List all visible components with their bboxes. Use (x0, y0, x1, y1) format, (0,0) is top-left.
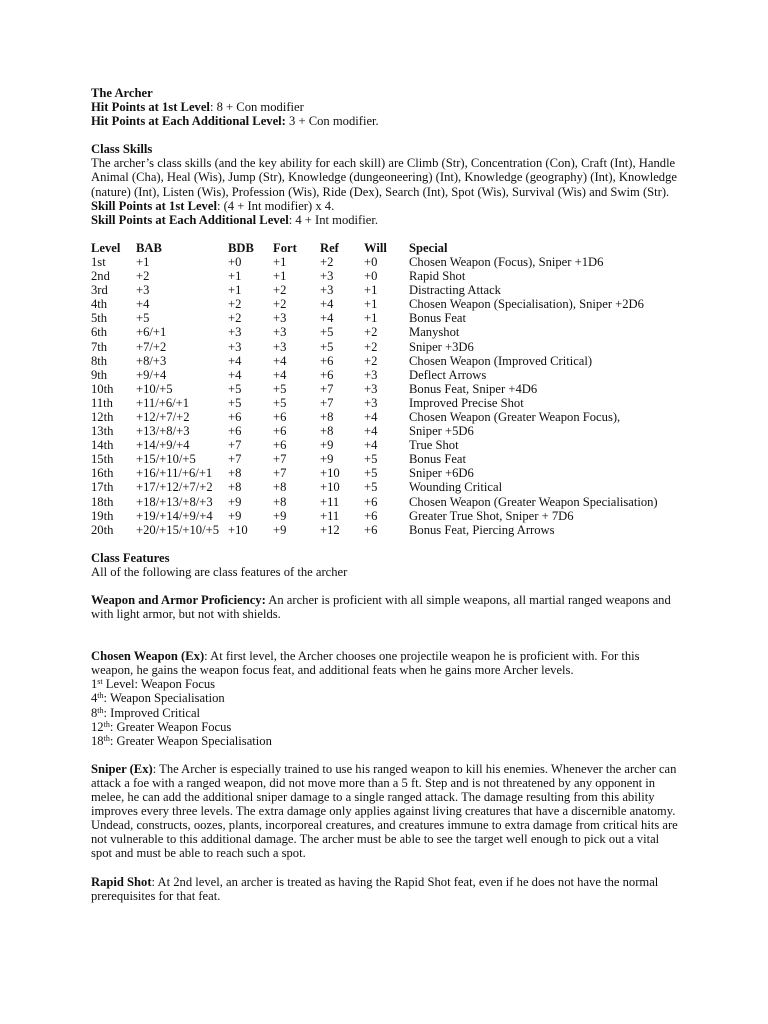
table-row (91, 438, 658, 452)
class-skills-text: The archer’s class skills (and the key ability for each skill) are Climb (Str), Concentration (Con), Craft (Int), Handle Animal (Cha), Heal (Wis), Jump (Str), Knowledge (dungeoneering) (Int), Knowledge (geography) (Int), Knowledge (nature) (Int), Listen (Wis), Profession (Wis), Ride (Dex), Search (Int), Spot (Wis), Survival (Wis) and Swim (Str). (91, 156, 677, 199)
cell-ref: +10 (320, 480, 340, 495)
cell-level: 12th (91, 409, 114, 424)
cell-ref: +11 (320, 494, 340, 509)
level-table (91, 241, 658, 537)
cell-bab: +4 (136, 297, 150, 312)
cell-ref: +11 (320, 508, 340, 523)
cell-special: Sniper +3D6 (409, 339, 474, 354)
cell-bab: +19/+14/+9/+4 (136, 508, 213, 523)
cell-special: True Shot (409, 438, 459, 453)
cell-fort: +8 (273, 494, 287, 509)
cell-level: 3rd (91, 283, 108, 298)
skill-points-each-value: : 4 + Int modifier. (288, 212, 378, 227)
cell-bdb: +2 (228, 311, 242, 326)
list-item-text: : Weapon Specialisation (103, 691, 225, 706)
cell-will: +2 (364, 339, 378, 354)
cell-will: +0 (364, 269, 378, 284)
cell-fort: +8 (273, 480, 287, 495)
chosen-weapon-list-item (91, 677, 681, 691)
class-skills-heading: Class Skills (91, 142, 153, 157)
cell-bab: +10/+5 (136, 381, 173, 396)
list-item-level: 4 (91, 691, 98, 706)
rapid-shot-text: : At 2nd level, an archer is treated as having the Rapid Shot feat, even if he does not have the normal prerequisites for that feat. (91, 874, 659, 903)
table-row (91, 452, 658, 466)
cell-special: Sniper +5D6 (409, 424, 474, 439)
cell-bdb: +5 (228, 381, 242, 396)
cell-will: +4 (364, 409, 378, 424)
chosen-weapon-list-item (91, 720, 681, 734)
cell-will: +4 (364, 424, 378, 439)
hp-first-line (91, 100, 681, 114)
cell-fort: +1 (273, 254, 287, 269)
cell-ref: +12 (320, 522, 340, 537)
table-row (91, 480, 658, 494)
list-item-level: 8 (91, 705, 98, 720)
cell-ref: +6 (320, 353, 334, 368)
cell-bdb: +5 (228, 395, 242, 410)
list-item-text: : Greater Weapon Specialisation (109, 733, 272, 748)
cell-level: 20th (91, 522, 114, 537)
cell-fort: +7 (273, 452, 287, 467)
chosen-weapon-list-item (91, 691, 681, 705)
cell-bab: +12/+7/+2 (136, 409, 190, 424)
cell-level: 1st (91, 254, 106, 269)
hp-each-value: 3 + Con modifier. (285, 114, 379, 129)
cell-bab: +3 (136, 283, 150, 298)
list-item-level: 1 (91, 677, 98, 692)
cell-level: 16th (91, 466, 114, 481)
cell-bdb: +9 (228, 494, 242, 509)
cell-special: Chosen Weapon (Greater Weapon Specialisation) (409, 494, 658, 509)
cell-level: 13th (91, 424, 114, 439)
cell-level: 2nd (91, 269, 110, 284)
cell-will: +1 (364, 311, 378, 326)
cell-fort: +3 (273, 339, 287, 354)
cell-ref: +8 (320, 409, 334, 424)
cell-special: Chosen Weapon (Greater Weapon Focus), (409, 409, 621, 424)
cell-ref: +6 (320, 367, 334, 382)
cell-bab: +5 (136, 311, 150, 326)
cell-bdb: +6 (228, 409, 242, 424)
class-features-text: All of the following are class features of the archer (91, 564, 348, 579)
hp-each-label: Hit Points at Each Additional Level: (91, 114, 286, 129)
cell-bab: +8/+3 (136, 353, 167, 368)
chosen-weapon-list-item (91, 706, 681, 720)
cell-level: 15th (91, 452, 114, 467)
cell-bdb: +7 (228, 452, 242, 467)
cell-will: +3 (364, 395, 378, 410)
cell-ref: +8 (320, 424, 334, 439)
doc-title: The Archer (91, 86, 153, 100)
skill-points-first-label: Skill Points at 1st Level (91, 198, 217, 213)
cell-bab: +17/+12/+7/+2 (136, 480, 213, 495)
cell-will: +3 (364, 381, 378, 396)
rapid-shot-paragraph (91, 875, 681, 903)
hp-each-line (91, 114, 681, 128)
cell-fort: +7 (273, 466, 287, 481)
cell-ref: +7 (320, 395, 334, 410)
cell-will: +1 (364, 283, 378, 298)
list-item-level: 12 (91, 719, 104, 734)
cell-bab: +2 (136, 269, 150, 284)
chosen-weapon-list-item (91, 734, 681, 748)
cell-ref: +3 (320, 283, 334, 298)
cell-special: Bonus Feat (409, 311, 467, 326)
cell-special: Bonus Feat, Sniper +4D6 (409, 381, 538, 396)
cell-will: +2 (364, 325, 378, 340)
table-row (91, 255, 658, 269)
table-row (91, 368, 658, 382)
cell-level: 10th (91, 381, 114, 396)
table-row (91, 311, 658, 325)
table-row (91, 466, 658, 480)
cell-bab: +6/+1 (136, 325, 167, 340)
cell-level: 6th (91, 325, 108, 340)
cell-fort: +6 (273, 424, 287, 439)
list-item-ordinal: st (97, 677, 103, 687)
cell-bab: +13/+8/+3 (136, 424, 190, 439)
cell-bdb: +2 (228, 297, 242, 312)
cell-ref: +5 (320, 339, 334, 354)
cell-special: Chosen Weapon (Improved Critical) (409, 353, 593, 368)
header-fort: Fort (273, 240, 297, 255)
table-row (91, 396, 658, 410)
table-row (91, 509, 658, 523)
cell-bab: +18/+13/+8/+3 (136, 494, 213, 509)
cell-special: Chosen Weapon (Specialisation), Sniper +2D6 (409, 297, 644, 312)
weapon-armor-paragraph (91, 593, 681, 621)
cell-bab: +1 (136, 254, 150, 269)
cell-will: +6 (364, 508, 378, 523)
cell-level: 4th (91, 297, 108, 312)
cell-will: +5 (364, 452, 378, 467)
list-item-ordinal: th (97, 705, 104, 715)
cell-will: +1 (364, 297, 378, 312)
cell-special: Chosen Weapon (Focus), Sniper +1D6 (409, 254, 604, 269)
cell-fort: +2 (273, 297, 287, 312)
header-ref: Ref (320, 240, 339, 255)
cell-fort: +4 (273, 353, 287, 368)
list-item-ordinal: th (103, 733, 110, 743)
cell-bdb: +9 (228, 508, 242, 523)
cell-fort: +1 (273, 269, 287, 284)
header-will: Will (364, 240, 387, 255)
cell-level: 5th (91, 311, 108, 326)
cell-special: Greater True Shot, Sniper + 7D6 (409, 508, 574, 523)
table-row (91, 354, 658, 368)
cell-bab: +14/+9/+4 (136, 438, 190, 453)
cell-will: +4 (364, 438, 378, 453)
cell-will: +2 (364, 353, 378, 368)
header-special: Special (409, 240, 448, 255)
cell-special: Improved Precise Shot (409, 395, 524, 410)
cell-will: +5 (364, 480, 378, 495)
cell-special: Rapid Shot (409, 269, 466, 284)
cell-level: 8th (91, 353, 108, 368)
cell-fort: +3 (273, 325, 287, 340)
table-row (91, 424, 658, 438)
table-row (91, 283, 658, 297)
cell-ref: +4 (320, 297, 334, 312)
cell-will: +6 (364, 494, 378, 509)
chosen-weapon-list (91, 677, 681, 747)
cell-will: +3 (364, 367, 378, 382)
cell-level: 17th (91, 480, 114, 495)
cell-level: 11th (91, 395, 113, 410)
cell-special: Bonus Feat (409, 452, 467, 467)
cell-bab: +11/+6/+1 (136, 395, 190, 410)
list-item-level: 18 (91, 733, 104, 748)
cell-ref: +7 (320, 381, 334, 396)
cell-fort: +2 (273, 283, 287, 298)
table-header-row (91, 241, 658, 255)
cell-will: +6 (364, 522, 378, 537)
cell-bdb: +6 (228, 424, 242, 439)
cell-fort: +3 (273, 311, 287, 326)
hp-first-label: Hit Points at 1st Level (91, 100, 210, 115)
skill-points-each (91, 213, 681, 227)
cell-fort: +9 (273, 522, 287, 537)
hp-first-sep: : (209, 100, 217, 115)
list-item-ordinal: th (103, 719, 110, 729)
cell-special: Sniper +6D6 (409, 466, 474, 481)
cell-bab: +16/+11/+6/+1 (136, 466, 213, 481)
cell-special: Distracting Attack (409, 283, 501, 298)
cell-fort: +5 (273, 395, 287, 410)
table-row (91, 269, 658, 283)
cell-bdb: +3 (228, 339, 242, 354)
cell-bdb: +1 (228, 283, 242, 298)
table-row (91, 297, 658, 311)
cell-level: 9th (91, 367, 108, 382)
cell-bab: +15/+10/+5 (136, 452, 196, 467)
cell-bdb: +4 (228, 367, 242, 382)
cell-will: +5 (364, 466, 378, 481)
table-row (91, 410, 658, 424)
hp-first-value: 8 + Con modifier (216, 100, 304, 115)
cell-special: Wounding Critical (409, 480, 503, 495)
weapon-armor-label: Weapon and Armor Proficiency: (91, 593, 266, 607)
cell-bdb: +1 (228, 269, 242, 284)
list-item-text: Level: Weapon Focus (102, 677, 216, 692)
cell-level: 19th (91, 508, 114, 523)
table-row (91, 340, 658, 354)
table-row (91, 382, 658, 396)
cell-fort: +6 (273, 409, 287, 424)
cell-ref: +9 (320, 452, 334, 467)
weapon-armor-text: An archer is proficient with all simple weapons, all martial ranged weapons and with light armor, but not with shields. (91, 593, 671, 622)
skill-points-each-label: Skill Points at Each Additional Level (91, 212, 289, 227)
cell-special: Deflect Arrows (409, 367, 487, 382)
list-item-text: : Improved Critical (103, 705, 201, 720)
header-level: Level (91, 240, 121, 255)
cell-ref: +3 (320, 269, 334, 284)
header-bdb: BDB (228, 240, 254, 255)
chosen-weapon-label: Chosen Weapon (Ex) (91, 649, 205, 664)
table-body (91, 255, 658, 537)
cell-fort: +5 (273, 381, 287, 396)
cell-bab: +9/+4 (136, 367, 167, 382)
sniper-text: : The Archer is especially trained to use his ranged weapon to kill his enemies. Whenever the archer can attack a foe with a ranged weapon, did not move more than a 5 ft. Step and is not threatened by any opponent in melee, he can add the additional sniper damage to a single ranged attack. The damage resulting from this ability improves every three levels. The extra damage only applies against living creatures that have a discernible anatomy. Undead, constructs, oozes, plants, incorporeal creatures, and creatures immune to extra damage from critical hits are not vulnerable to this additional damage. The archer must be able to see the target well enough to pick out a vital spot and must be able to reach such a spot. (91, 761, 678, 861)
cell-ref: +2 (320, 254, 334, 269)
cell-special: Manyshot (409, 325, 460, 340)
cell-bdb: +8 (228, 466, 242, 481)
cell-ref: +5 (320, 325, 334, 340)
sniper-label: Sniper (Ex) (91, 761, 153, 776)
cell-bab: +20/+15/+10/+5 (136, 522, 219, 537)
chosen-weapon-text: : At first level, the Archer chooses one projectile weapon he is proficient with. For this weapon, he gains the weapon focus feat, and additional feats when he gains more Archer levels. (91, 649, 640, 678)
table-row (91, 495, 658, 509)
rapid-shot-label: Rapid Shot (91, 874, 152, 889)
cell-bdb: +8 (228, 480, 242, 495)
cell-bab: +7/+2 (136, 339, 167, 354)
cell-ref: +9 (320, 438, 334, 453)
cell-bdb: +10 (228, 522, 248, 537)
list-item-ordinal: th (97, 691, 104, 701)
cell-level: 7th (91, 339, 108, 354)
skill-points-first (91, 199, 681, 213)
cell-bdb: +3 (228, 325, 242, 340)
document-page (91, 86, 681, 903)
sniper-paragraph (91, 762, 681, 861)
list-item-text: : Greater Weapon Focus (109, 719, 232, 734)
cell-bdb: +0 (228, 254, 242, 269)
table-row (91, 325, 658, 339)
cell-special: Bonus Feat, Piercing Arrows (409, 522, 555, 537)
skill-points-first-value: : (4 + Int modifier) x 4. (216, 198, 335, 213)
cell-fort: +4 (273, 367, 287, 382)
cell-ref: +4 (320, 311, 334, 326)
class-features-heading: Class Features (91, 550, 170, 565)
cell-will: +0 (364, 254, 378, 269)
cell-level: 18th (91, 494, 114, 509)
header-bab: BAB (136, 240, 162, 255)
cell-bdb: +7 (228, 438, 242, 453)
chosen-weapon-paragraph (91, 649, 681, 677)
cell-fort: +9 (273, 508, 287, 523)
cell-ref: +10 (320, 466, 340, 481)
table-row (91, 523, 658, 537)
cell-fort: +6 (273, 438, 287, 453)
cell-level: 14th (91, 438, 114, 453)
cell-bdb: +4 (228, 353, 242, 368)
